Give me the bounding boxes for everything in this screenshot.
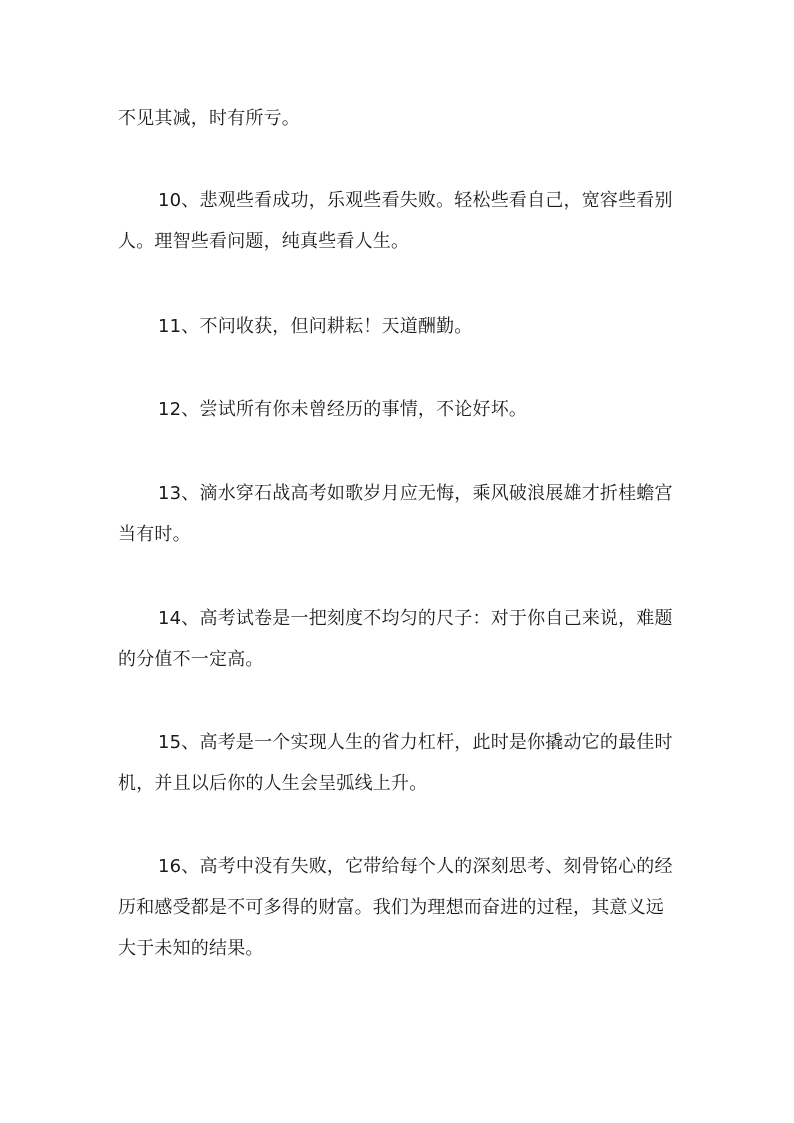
paragraph-continuation: 不见其减，时有所亏。 [118,108,300,129]
quote-item-11: 11、不问收获，但问耕耘！天道酬勤。 [158,316,473,337]
quote-item-16: 16、高考中没有失败，它带给每个人的深刻思考、刻骨铭心的经历和感受都是不可多得的财富。我们为理想而奋进的过程，其意义远大于未知的结果。 [118,856,673,959]
quote-item-13: 13、滴水穿石战高考如歌岁月应无悔，乘风破浪展雄才折桂蟾宫当有时。 [118,483,673,545]
quote-item-15: 15、高考是一个实现人生的省力杠杆，此时是你撬动它的最佳时机，并且以后你的人生会呈弧线上升。 [118,732,673,794]
quote-item-12: 12、尝试所有你未曾经历的事情，不论好坏。 [158,399,528,420]
quote-item-14: 14、高考试卷是一把刻度不均匀的尺子：对于你自己来说，难题的分值不一定高。 [118,608,673,670]
quote-item-10: 10、悲观些看成功，乐观些看失败。轻松些看自己，宽容些看别人。理智些看问题，纯真些看人生。 [118,190,673,252]
